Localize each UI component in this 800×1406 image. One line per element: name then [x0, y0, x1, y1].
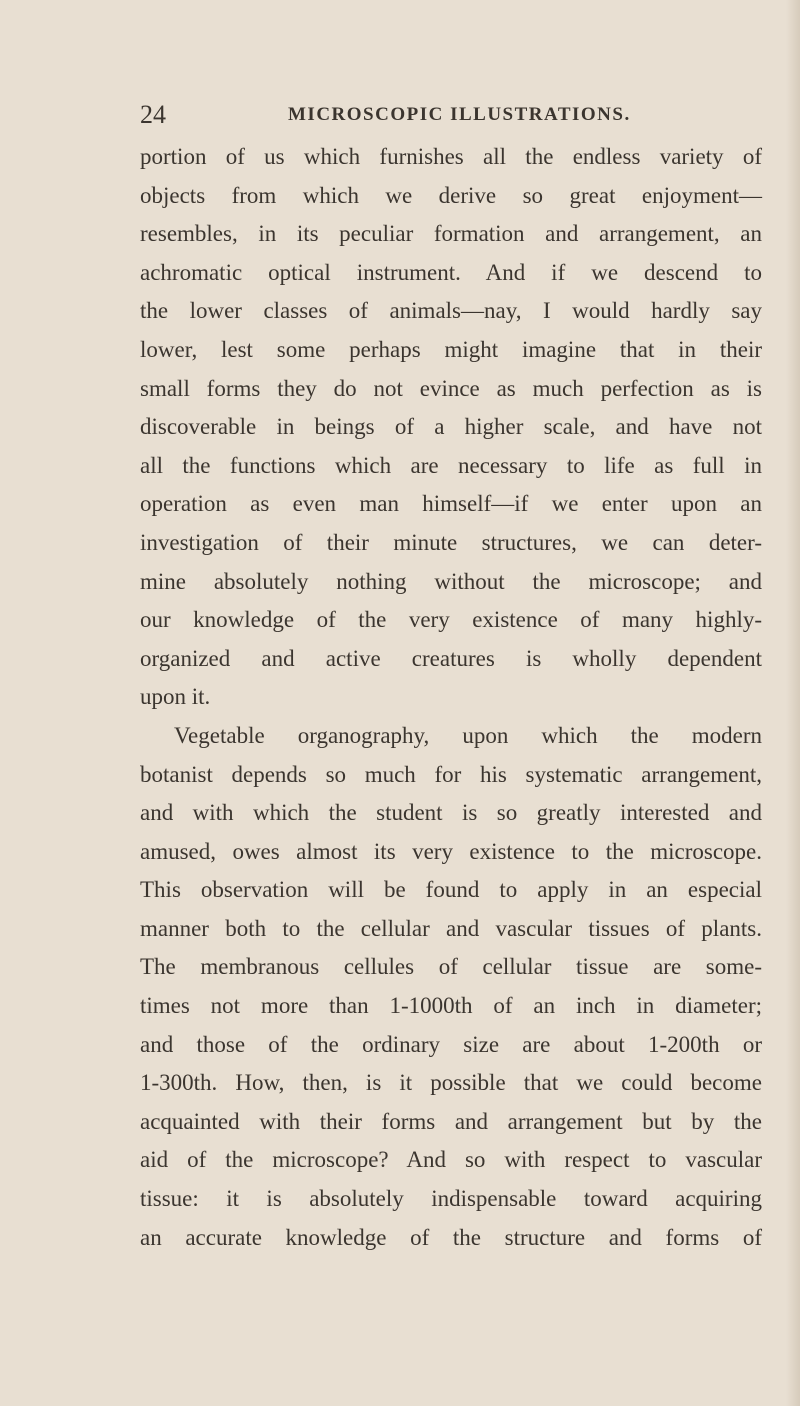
text-line: small forms they do not evince as much perfection as is — [140, 375, 762, 401]
page-edge-shadow — [786, 0, 800, 1406]
running-title: MICROSCOPIC ILLUSTRATIONS. — [288, 104, 631, 125]
text-line: and those of the ordinary size are about 1-200th or — [140, 1031, 762, 1057]
text-line: organized and active creatures is wholly dependent — [140, 645, 762, 671]
body-text — [140, 138, 762, 1257]
text-line: This observation will be found to apply in an especial — [140, 877, 762, 903]
text-line: mine absolutely nothing without the microscope; and — [140, 568, 762, 594]
text-line: aid of the microscope? And so with respect to vascular — [140, 1147, 762, 1173]
text-line: achromatic optical instrument. And if we descend to — [140, 259, 762, 285]
page-header — [140, 100, 760, 130]
text-line: times not more than 1-1000th of an inch in diameter; — [140, 993, 762, 1019]
text-line: 1-300th. How, then, is it possible that we could become — [140, 1070, 762, 1096]
text-line: investigation of their minute structures, we can deter- — [140, 529, 762, 555]
text-line: botanist depends so much for his systematic arrangement, — [140, 761, 762, 787]
text-line: amused, owes almost its very existence to the microscope. — [140, 838, 762, 864]
text-line: resembles, in its peculiar formation and arrangement, an — [140, 221, 762, 247]
text-line: upon it. — [140, 684, 211, 710]
text-line: objects from which we derive so great enjoyment— — [140, 182, 762, 208]
text-line: operation as even man himself—if we enter upon an — [140, 491, 762, 517]
text-line: all the functions which are necessary to life as full in — [140, 452, 762, 478]
text-line: discoverable in beings of a higher scale, and have not — [140, 414, 762, 440]
text-line: lower, lest some perhaps might imagine that in their — [140, 336, 762, 362]
text-line: tissue: it is absolutely indispensable toward acquiring — [140, 1186, 762, 1212]
page-number: 24 — [140, 100, 166, 129]
text-line: portion of us which furnishes all the endless variety of — [140, 144, 762, 169]
text-line: and with which the student is so greatly interested and — [140, 800, 762, 826]
text-line: an accurate knowledge of the structure and forms of — [140, 1224, 762, 1250]
text-line: acquainted with their forms and arrangement but by the — [140, 1108, 762, 1134]
text-line: manner both to the cellular and vascular tissues of plants. — [140, 915, 762, 941]
text-line: The membranous cellules of cellular tissue are some- — [140, 954, 762, 980]
text-line: Vegetable organography, upon which the modern — [174, 722, 762, 748]
text-line: the lower classes of animals—nay, I would hardly say — [140, 298, 762, 324]
text-line: our knowledge of the very existence of many highly- — [140, 607, 762, 633]
